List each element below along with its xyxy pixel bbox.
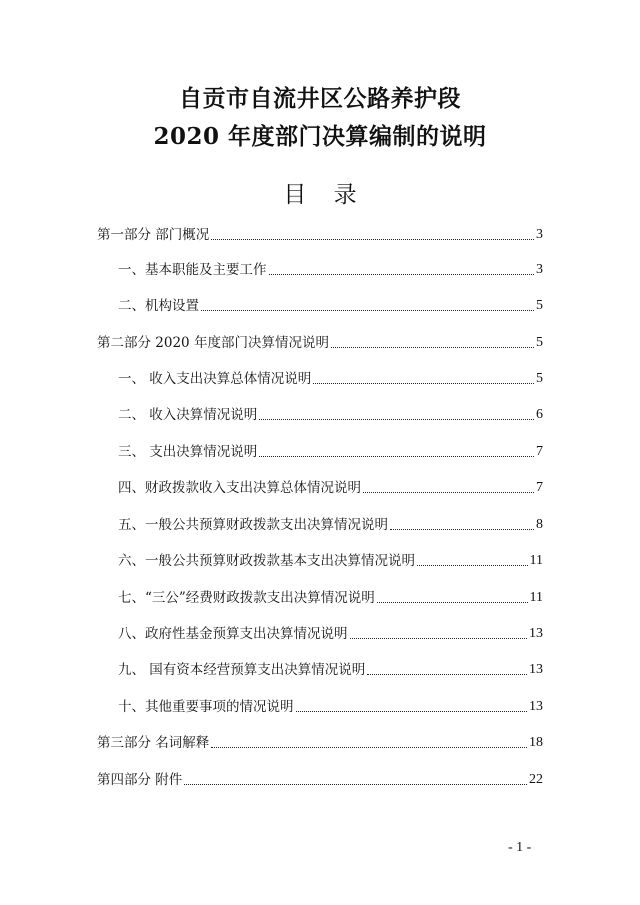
toc-entry-label: 三、 支出决算情况说明 — [118, 444, 258, 460]
toc-leader-dots — [184, 783, 527, 785]
toc-entry[interactable] — [118, 295, 543, 317]
toc-entry-page: 5 — [536, 335, 543, 350]
toc-leader-dots — [296, 710, 528, 712]
toc-entry-label: 一、 收入支出决算总体情况说明 — [118, 371, 312, 387]
toc-entry-page: 13 — [529, 699, 543, 714]
toc-entry-label: 五、一般公共预算财政拨款支出决算情况说明 — [118, 517, 388, 533]
toc-entry[interactable] — [118, 441, 543, 463]
toc-leader-dots — [350, 637, 528, 639]
toc-entry[interactable] — [97, 769, 543, 791]
toc-entry[interactable] — [97, 732, 543, 754]
toc-entry-page: 13 — [529, 662, 543, 677]
toc-entry-label: 第一部分 部门概况 — [97, 227, 210, 243]
toc-entry-label: 第二部分 2020 年度部门决算情况说明 — [97, 335, 329, 351]
toc-leader-dots — [377, 601, 528, 603]
toc-entry-label: 十、其他重要事项的情况说明 — [118, 699, 294, 715]
toc-entry-label: 第四部分 附件 — [97, 772, 183, 788]
toc-entry[interactable] — [118, 696, 543, 718]
toc-entry-label: 第三部分 名词解释 — [97, 735, 210, 751]
toc-leader-dots — [390, 528, 534, 530]
toc-leader-dots — [313, 382, 534, 384]
toc-leader-dots — [269, 273, 535, 275]
toc-entry-page: 3 — [536, 262, 543, 277]
toc-entry-label: 二、机构设置 — [118, 298, 199, 314]
toc-entry-page: 7 — [536, 444, 543, 459]
toc-leader-dots — [201, 309, 534, 311]
toc-leader-dots — [259, 418, 534, 420]
toc-entry-page: 5 — [536, 298, 543, 313]
toc-entry-page: 13 — [529, 626, 543, 641]
toc-entry[interactable] — [118, 477, 543, 499]
toc-entry-page: 3 — [536, 227, 543, 242]
toc-entry[interactable] — [97, 332, 543, 354]
toc-entry-page: 7 — [536, 480, 543, 495]
toc-entry[interactable] — [118, 550, 543, 572]
toc-entry-label: 八、政府性基金预算支出决算情况说明 — [118, 626, 348, 642]
toc-entry[interactable] — [118, 623, 543, 645]
toc-entry-page: 11 — [529, 553, 543, 568]
toc-entry[interactable] — [118, 259, 543, 281]
toc-entry-page: 18 — [529, 735, 543, 750]
document-title-line-1: 自贡市自流井区公路养护段 — [179, 85, 461, 112]
document-title-line-2: 2020 年度部门决算编制的说明 — [153, 123, 487, 150]
toc-entry[interactable] — [118, 368, 543, 390]
toc-leader-dots — [417, 564, 528, 566]
toc-entry-page: 5 — [536, 371, 543, 386]
toc-leader-dots — [363, 491, 534, 493]
toc-leader-dots — [331, 346, 534, 348]
toc-leader-dots — [211, 238, 534, 240]
toc-entry[interactable] — [118, 404, 543, 426]
toc-entry[interactable] — [97, 224, 543, 246]
toc-entry-page: 8 — [536, 517, 543, 532]
toc-entry-label: 一、基本职能及主要工作 — [118, 262, 267, 278]
toc-entry-page: 6 — [536, 407, 543, 422]
toc-entry-label: 六、一般公共预算财政拨款基本支出决算情况说明 — [118, 553, 415, 569]
toc-leader-dots — [211, 746, 527, 748]
toc-heading: 目 录 — [283, 182, 367, 208]
toc-entry[interactable] — [118, 659, 543, 681]
toc-entry-label: 七、“三公”经费财政拨款支出决算情况说明 — [118, 590, 375, 606]
toc-entry[interactable] — [118, 587, 543, 609]
page-number: - 1 - — [508, 840, 532, 855]
toc-entry-label: 九、 国有资本经营预算支出决算情况说明 — [118, 662, 366, 678]
toc-entry[interactable] — [118, 514, 543, 536]
toc-entry-page: 11 — [529, 590, 543, 605]
toc-entry-label: 二、 收入决算情况说明 — [118, 407, 258, 423]
toc-leader-dots — [367, 673, 527, 675]
toc-entry-label: 四、财政拨款收入支出决算总体情况说明 — [118, 480, 361, 496]
toc-entry-page: 22 — [529, 772, 543, 787]
toc-leader-dots — [259, 455, 534, 457]
